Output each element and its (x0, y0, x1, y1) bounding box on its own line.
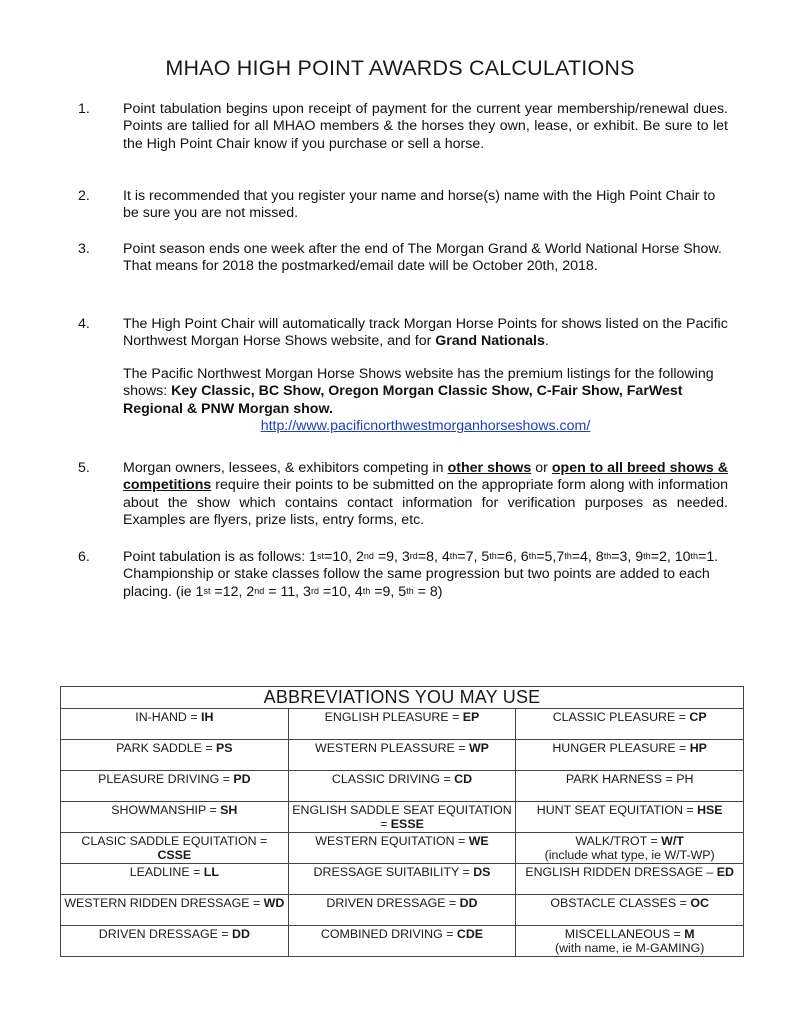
abbreviation-note: (with name, ie M-GAMING) (554, 941, 705, 955)
item-text-part: =10, 2 (324, 549, 364, 565)
abbreviation-cell (516, 895, 744, 926)
abbreviation-code: EP (462, 710, 480, 724)
table-row (61, 864, 744, 895)
abbreviation-code: DD (459, 896, 478, 910)
table-row (61, 895, 744, 926)
class-name: DRIVEN DRESSAGE = (326, 896, 460, 910)
class-name: WESTERN PLEASSURE = (315, 741, 469, 755)
abbreviation-code: OC (690, 896, 709, 910)
item-text-part: =8, 4 (417, 549, 450, 565)
item-text-part: =2, 10 (650, 549, 691, 565)
premium-listings-intro: The Pacific Northwest Morgan Horse Shows website has the premium listings for the following shows: (123, 365, 714, 400)
open-breed-label: open to all breed shows & competitions (123, 460, 729, 494)
ordinal-suffix: th (362, 585, 371, 596)
item-text-part: =9, 5 (370, 583, 407, 600)
abbreviation-code: CDE (456, 927, 484, 941)
item-text: Point season ends one week after the end of The Morgan Grand & World National Horse Show. That means for 2018 the postmarked/email date will be October 20th, 2018. (123, 241, 722, 275)
item-text-part: or (531, 460, 552, 476)
class-name: WALK/TROT = (575, 834, 662, 848)
ordinal-suffix: th (528, 551, 537, 561)
item-number: 4. (78, 316, 90, 332)
ordinal-suffix: th (489, 551, 497, 561)
ordinal-suffix: th (406, 585, 414, 596)
abbreviation-cell (516, 802, 744, 833)
item-text-part: = 8) (413, 583, 443, 600)
abbreviation-cell (61, 895, 289, 926)
abbreviation-code: CD (454, 772, 473, 786)
abbreviations-table (60, 686, 744, 957)
abbreviation-code: DD (232, 927, 250, 941)
class-name: ENGLISH RIDDEN DRESSAGE – (525, 865, 717, 879)
abbreviation-cell (61, 802, 289, 833)
abbreviation-code: HSE (697, 803, 723, 817)
abbreviation-code: WP (468, 741, 489, 755)
table-row (61, 771, 744, 802)
abbreviation-code: PS (216, 741, 233, 755)
abbreviation-cell (61, 926, 289, 957)
item-number: 6. (78, 549, 90, 565)
abbreviation-cell (61, 709, 289, 740)
class-name: HUNT SEAT EQUITATION = (536, 803, 698, 817)
abbreviation-code: M (684, 927, 695, 941)
abbreviation-cell (61, 833, 289, 864)
ordinal-suffix: rd (310, 585, 319, 596)
ordinal-suffix: th (449, 551, 458, 561)
show-list: Key Classic, BC Show, Oregon Morgan Classic Show, C-Fair Show, FarWest Regional & PNW Morgan show. (123, 383, 683, 417)
class-name: DRIVEN DRESSAGE = (98, 927, 232, 941)
grand-nationals-label: Grand Nationals (435, 333, 545, 350)
abbreviation-cell (288, 864, 516, 895)
item-text-part: The High Point Chair will automatically track Morgan Horse Points for shows listed on the Pacific Northwest Morgan Horse Shows website, and for (123, 316, 728, 350)
item-number: 5. (78, 460, 90, 476)
item-text-part: =10, 4 (318, 583, 363, 600)
table-row (61, 833, 744, 864)
abbreviation-code: IH (201, 710, 214, 724)
item-number: 1. (78, 101, 90, 117)
class-name: PLEASURE DRIVING = (98, 772, 234, 786)
class-name: PARK HARNESS = PH (565, 772, 694, 786)
abbreviation-cell (516, 771, 744, 802)
table-row (61, 740, 744, 771)
abbreviation-cell (516, 864, 744, 895)
table-row (61, 709, 744, 740)
item-text-part: =12, 2 (210, 583, 255, 600)
item-text-part: . (544, 333, 549, 350)
abbreviation-code: SH (220, 803, 238, 817)
abbreviation-code: PD (233, 772, 251, 786)
class-name: SHOWMANSHIP = (111, 803, 221, 817)
abbreviation-cell (288, 926, 516, 957)
ordinal-suffix: st (203, 585, 211, 596)
abbreviation-cell (61, 740, 289, 771)
class-name: ENGLISH PLEASURE = (324, 710, 463, 724)
abbreviation-code: LL (203, 865, 219, 879)
abbreviation-cell (288, 771, 516, 802)
abbreviation-cell (61, 864, 289, 895)
class-name: CLASSIC PLEASURE = (552, 710, 690, 724)
class-name: WESTERN RIDDEN DRESSAGE = (64, 896, 264, 910)
class-name: PARK SADDLE = (116, 741, 217, 755)
class-name: COMBINED DRIVING = (320, 927, 457, 941)
ordinal-suffix: th (564, 551, 572, 561)
class-name: CLASSIC DRIVING = (331, 772, 455, 786)
table-row (61, 802, 744, 833)
abbreviation-cell (516, 740, 744, 771)
item-text-part: = 11, 3 (264, 583, 311, 600)
abbreviation-cell (516, 833, 744, 864)
class-name: ENGLISH SADDLE SEAT EQUITATION = (292, 803, 512, 831)
website-link[interactable]: http://www.pacificnorthwestmorganhorseshows.com/ (260, 418, 591, 435)
abbreviation-code: DS (473, 865, 491, 879)
class-name: HUNGER PLEASURE = (552, 741, 690, 755)
abbreviation-cell (516, 926, 744, 957)
item-text (123, 460, 728, 530)
item-text-part: =7, 5 (457, 549, 490, 565)
item-text: It is recommended that you register your name and horse(s) name with the High Point Chair to be sure you are not missed. (123, 188, 716, 222)
abbreviation-cell (288, 740, 516, 771)
item-text: Point tabulation begins upon receipt of payment for the current year membership/renewal dues. Points are tallied for all MHAO members & the horses they own, lease, or exhibit. Be sure to let the High Point Chair know if you purchase or sell a horse. (123, 101, 728, 152)
abbreviation-code: HP (689, 741, 707, 755)
ordinal-suffix: nd (363, 551, 374, 561)
abbreviation-cell (288, 895, 516, 926)
abbreviation-code: ESSE (390, 817, 424, 831)
abbreviation-code: CSSE (157, 848, 192, 862)
ordinal-suffix: th (690, 551, 699, 561)
abbreviation-note: (include what type, ie W/T-WP) (544, 848, 715, 862)
abbreviation-cell (288, 833, 516, 864)
class-name: OBSTACLE CLASSES = (550, 896, 691, 910)
item-text-part: =5,7 (536, 549, 565, 565)
item-text-part: =3, 9 (611, 549, 644, 565)
item-number: 2. (78, 188, 90, 204)
abbreviation-cell (288, 802, 516, 833)
class-name: DRESSAGE SUITABILITY = (313, 865, 474, 879)
class-name: IN-HAND = (135, 710, 201, 724)
ordinal-suffix: rd (409, 551, 418, 561)
class-name: LEADLINE = (129, 865, 204, 879)
page-title: MHAO HIGH POINT AWARDS CALCULATIONS (165, 56, 635, 80)
item-text-part: Morgan owners, lessees, & exhibitors competing in (123, 460, 448, 476)
item-text-part: =1. Championship or stake classes follow the same progression but two points are added to each placing. (ie 1 (123, 549, 719, 600)
table-row (61, 926, 744, 957)
ordinal-suffix: st (317, 551, 325, 561)
abbreviation-cell (288, 709, 516, 740)
table-heading: ABBREVIATIONS YOU MAY USE (61, 687, 744, 709)
abbreviation-code: W/T (661, 834, 684, 848)
class-name: CLASIC SADDLE EQUITATION = (81, 834, 268, 848)
class-name: WESTERN EQUITATION = (315, 834, 469, 848)
item-text-part: =4, 8 (571, 549, 604, 565)
premium-listings-paragraph (123, 366, 728, 436)
abbreviation-cell (61, 771, 289, 802)
item-text-part: =9, 3 (373, 549, 410, 565)
item-text-part: require their points to be submitted on the appropriate form along with information about the show which contains contact information for verification purposes as needed. Examples are flyers, prize lists, entry forms, etc. (123, 477, 728, 529)
item-number: 3. (78, 241, 90, 257)
class-name: MISCELLANEOUS = (564, 927, 685, 941)
abbreviation-code: WD (263, 896, 285, 910)
item-text (123, 316, 728, 435)
abbreviation-cell (516, 709, 744, 740)
ordinal-suffix: th (643, 551, 651, 561)
ordinal-suffix: nd (254, 585, 265, 596)
item-text-part: Point tabulation is as follows: 1 (123, 549, 318, 565)
abbreviation-code: CP (689, 710, 707, 724)
abbreviation-code: WE (468, 834, 489, 848)
other-shows-label: other shows (447, 460, 532, 476)
point-tabulation-text (123, 549, 728, 601)
item-text-part: =6, 6 (496, 549, 529, 565)
ordinal-suffix: th (603, 551, 612, 561)
abbreviation-code: ED (716, 865, 734, 879)
